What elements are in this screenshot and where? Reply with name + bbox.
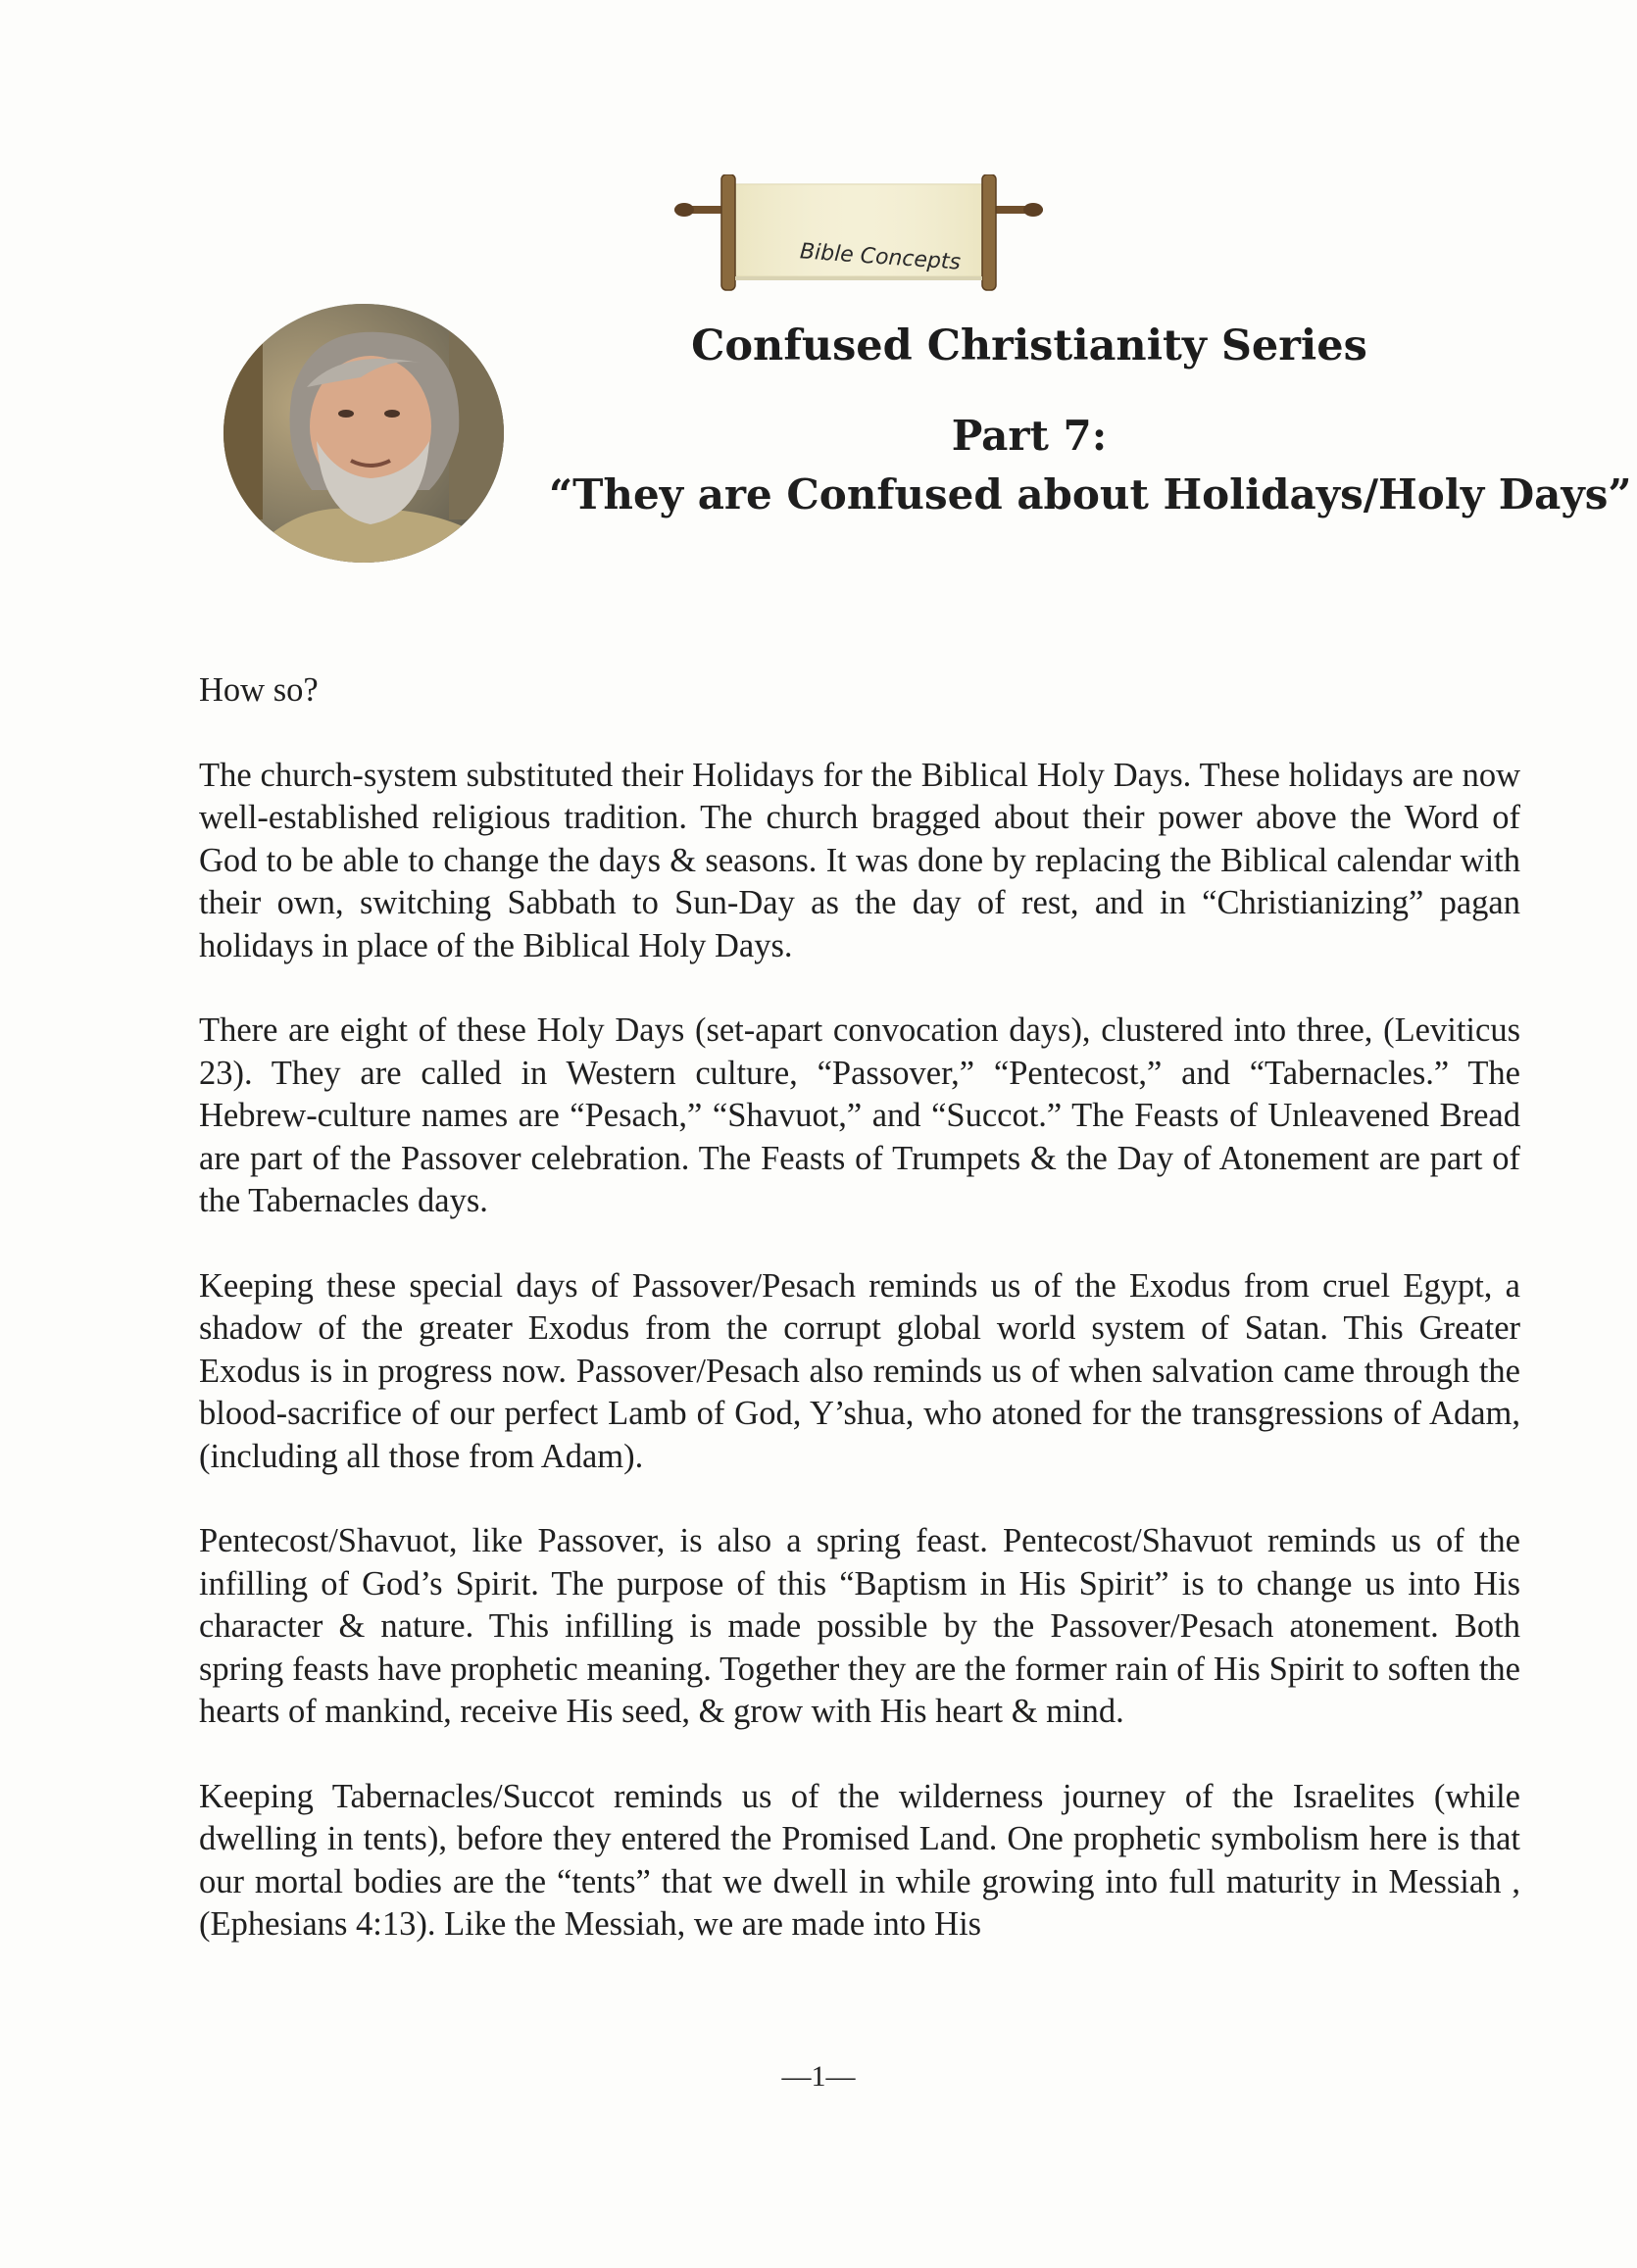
paragraph: Pentecost/Shavuot, like Passover, is also a spring feast. Pentecost/Shavuot reminds us of the infilling of God’s Spirit. The purpose of this “Baptism in His Spirit” is to change us into His character & nature. This infilling is made possible by the Passover/Pesach atonement. Both spring feasts have prophetic meaning. Together they are the former rain of His Spirit to soften the hearts of mankind, receive His seed, & grow with His heart & mind. [199, 1522, 1520, 1730]
paragraph: The church-system substituted their Holidays for the Biblical Holy Days. These holidays are now well-established religious tradition. The church bragged about their power above the Word of God to be able to change the days & seasons. It was done by replacing the Biblical calendar with their own, switching Sabbath to Sun-Day as the day of rest, and in “Christianizing” pagan holidays in place of the Biblical Holy Days. [199, 756, 1520, 964]
part-number: Part 7: [951, 412, 1108, 460]
paragraph: How so? [199, 671, 319, 709]
author-portrait [223, 304, 504, 563]
article-subtitle: “They are Confused about Holidays/Holy Days” [549, 470, 1632, 518]
bible-concepts-scroll-logo [674, 174, 1043, 296]
series-title: Confused Christianity Series [691, 321, 1367, 370]
paragraph: There are eight of these Holy Days (set-apart convocation days), clustered into three, (Leviticus 23). They are called in Western culture, “Passover,” “Pentecost,” and “Tabernacles.” The Hebrew-culture names are “Pesach,” “Shavuot,” and “Succot.” The Feasts of Unleavened Bread are part of the Passover celebration. The Feasts of Trumpets & the Day of Atonement are part of the Tabernacles days. [199, 1011, 1520, 1219]
scroll-banner-text: Bible Concepts [799, 239, 962, 275]
article-body [199, 669, 1520, 1989]
page-number: —1— [781, 2060, 856, 2093]
paragraph: Keeping Tabernacles/Succot reminds us of the wilderness journey of the Israelites (while dwelling in tents), before they entered the Promised Land. One prophetic symbolism here is that our mortal bodies are the “tents” that we dwell in while growing into full maturity in Messiah , (Ephesians 4:13). Like the Messiah, we are made into His [199, 1777, 1520, 1943]
author-photo-image [223, 304, 504, 563]
scroll-icon [674, 174, 1043, 296]
paragraph: Keeping these special days of Passover/Pesach reminds us of the Exodus from cruel Egypt, a shadow of the greater Exodus from the corrupt global world system of Satan. This Greater Exodus is in progress now. Passover/Pesach also reminds us of when salvation came through the blood-sacrifice of our perfect Lamb of God, Y’shua, who atoned for the transgressions of Adam, (including all those from Adam). [199, 1266, 1520, 1475]
